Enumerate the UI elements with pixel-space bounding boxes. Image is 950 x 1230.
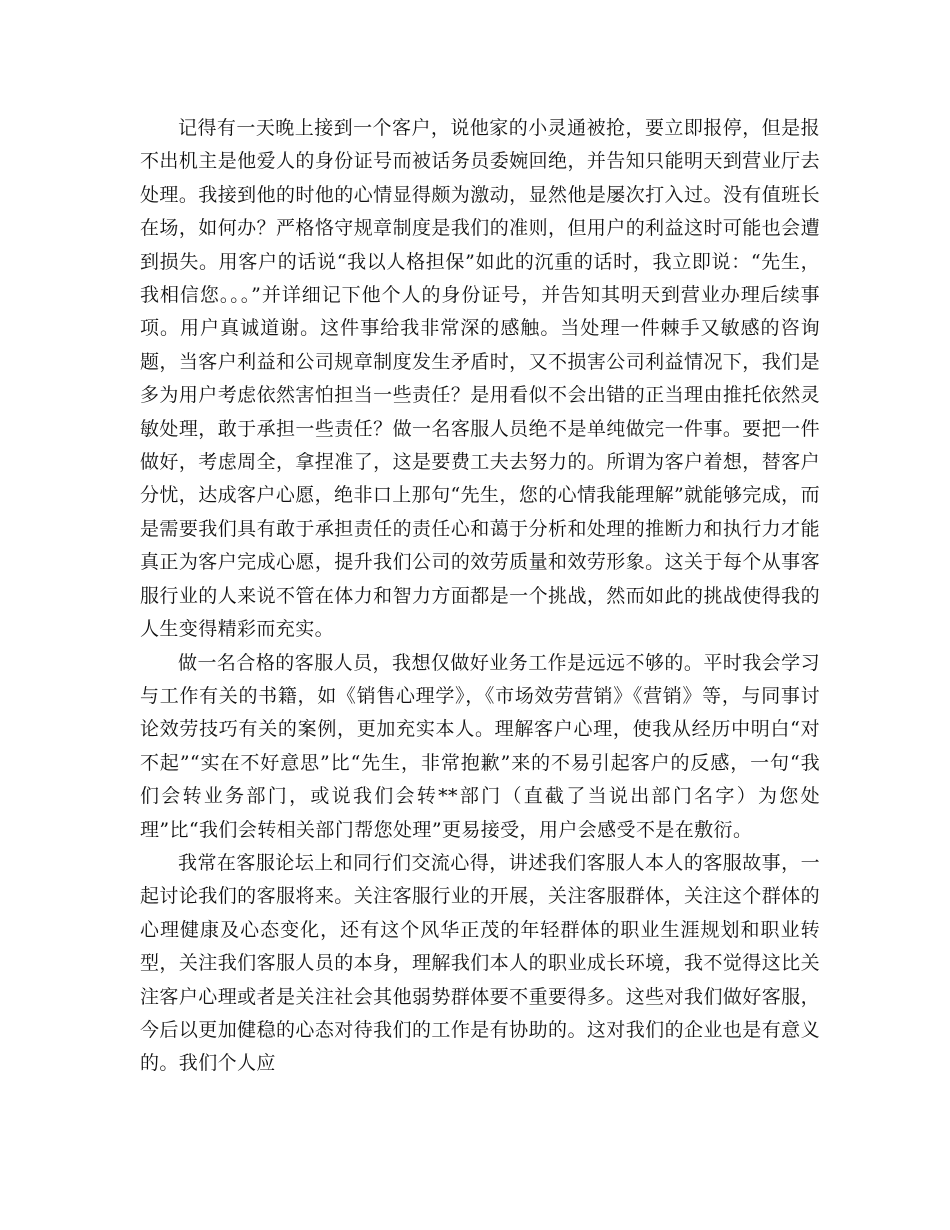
paragraph-1: 记得有一天晚上接到一个客户，说他家的小灵通被抢，要立即报停，但是报不出机主是他爱人的身份证号而被话务员委婉回绝，并告知只能明天到营业厅去处理。我接到他的时他的心情显得颇为激动，显然他是屡次打入过。没有值班长在场，如何办？严格恪守规章制度是我们的准则，但用户的利益这时可能也会遭到损失。用客户的话说“我以人格担保”如此的沉重的话时，我立即说：“先生，我相信您。。。”并详细记下他个人的身份证号，并告知其明天到营业办理后续事项。用户真诚道谢。这件事给我非常深的感触。当处理一件棘手又敏感的咨询题，当客户利益和公司规章制度发生矛盾时，又不损害公司利益情况下，我们是多为用户考虑依然害怕担当一些责任？是用看似不会出错的正当理由推托依然灵敏处理，敢于承担一些责任？做一名客服人员绝不是单纯做完一件事。要把一件做好，考虑周全，拿捏准了，这是要费工夫去努力的。所谓为客户着想，替客户分忧，达成客户心愿，绝非口上那句“先生，您的心情我能理解”就能够完成，而是需要我们具有敢于承担责任的责任心和蔼于分析和处理的推断力和执行力才能真正为客户完成心愿，提升我们公司的效劳质量和效劳形象。这关于每个从事客服行业的人来说不管在体力和智力方面都是一个挑战，然而如此的挑战使得我的人生变得精彩而充实。 [140,117,820,641]
document-body [140,112,820,1081]
paragraph-2: 做一名合格的客服人员，我想仅做好业务工作是远远不够的。平时我会学习与工作有关的书籍，如《销售心理学》，《市场效劳营销》《营销》等，与同事讨论效劳技巧有关的案例，更加充实本人。理解客户心理，使我从经历中明白“对不起”“实在不好意思”比“先生，非常抱歉”来的不易引起客户的反感，一句“我们会转业务部门，或说我们会转**部门（直截了当说出部门名字）为您处理”比“我们会转相关部门帮您处理”更易接受，用户会感受不是在敷衍。 [140,651,820,841]
paragraph-3: 我常在客服论坛上和同行们交流心得，讲述我们客服人本人的客服故事，一起讨论我们的客服将来。关注客服行业的开展，关注客服群体，关注这个群体的心理健康及心态变化，还有这个风华正茂的年轻群体的职业生涯规划和职业转型，关注我们客服人员的本身，理解我们本人的职业成长环境，我不觉得这比关注客户心理或者是关注社会其他弱势群体要不重要得多。这些对我们做好客服，今后以更加健稳的心态对待我们的工作是有协助的。这对我们的企业也是有意义的。我们个人应 [140,851,820,1075]
